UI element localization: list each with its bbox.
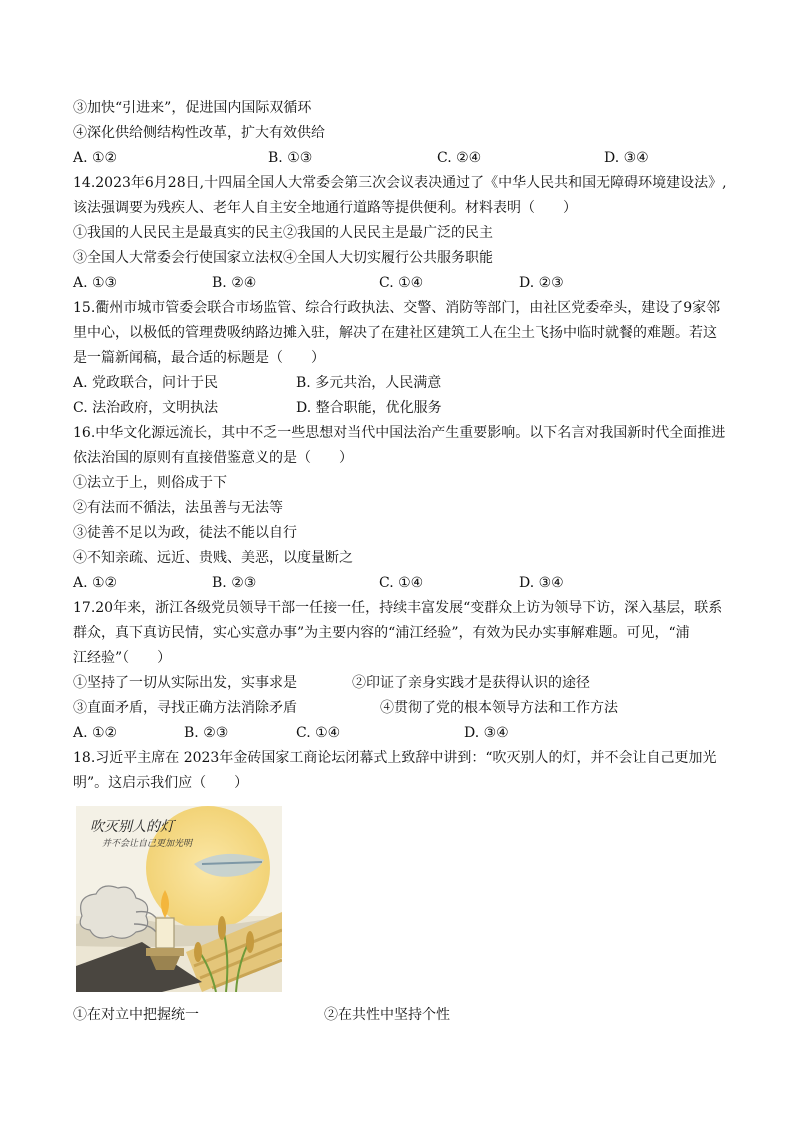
candle-shape (156, 918, 174, 948)
option-line-4: ④深化供给侧结构性改革，扩大有效供给 (73, 125, 325, 141)
image-caption-2: 并不会让自己更加光明 (102, 839, 193, 849)
q13-choice-b: B. ①③ (268, 150, 313, 166)
q18-stem-2: 明”。这启示我们应（ ） (73, 775, 249, 791)
q17-item-3: ③直面矛盾，寻找正确方法消除矛盾 (73, 700, 297, 716)
q16-choice-c: C. ①④ (379, 575, 424, 591)
q14-choice-d: D. ②③ (519, 275, 564, 291)
q17-item-1: ①坚持了一切从实际出发，实事求是 (73, 675, 297, 691)
q15-stem-1: 15.衢州市城市管委会联合市场监管、综合行政执法、交警、消防等部门，由社区党委牵头，建设了9家邻 (73, 300, 721, 316)
q17-stem-1: 17.20年来，浙江各级党员领导干部一任接一任，持续丰富发展“变群众上访为领导下访，深入基层，联系 (73, 600, 723, 616)
q14-items-2: ③全国人大常委会行使国家立法权④全国人大切实履行公共服务职能 (73, 250, 493, 266)
q14-stem-2: 该法强调要为残疾人、老年人自主安全地通行道路等提供便利。材料表明（ ） (73, 200, 577, 216)
image-caption-1: 吹灭别人的灯 (90, 819, 174, 835)
q16-item-1: ①法立于上，则俗成于下 (73, 475, 227, 491)
q17-item-2: ②印证了亲身实践才是获得认识的途径 (352, 675, 590, 691)
q16-item-2: ②有法而不循法，法虽善与无法等 (73, 500, 283, 516)
q15-choice-b: B. 多元共治，人民满意 (296, 375, 442, 391)
q16-choice-b: B. ②③ (212, 575, 257, 591)
q17-stem-3: 江经验”（ ） (73, 650, 172, 666)
q14-choice-a: A. ①③ (73, 275, 118, 291)
q14-items-1: ①我国的人民民主是最真实的民主②我国的人民民主是最广泛的民主 (73, 225, 493, 241)
q17-choice-d: D. ③④ (464, 725, 509, 741)
q16-choice-d: D. ③④ (519, 575, 564, 591)
q15-choice-a: A. 党政联合，问计于民 (73, 375, 219, 391)
q17-stem-2: 群众，真下真访民情，实心实意办事”为主要内容的“浦江经验”，有效为民办实事解难题。可见，“浦 (73, 625, 690, 641)
q13-choice-d: D. ③④ (604, 150, 649, 166)
q16-item-3: ③徒善不足以为政，徒法不能以自行 (73, 525, 297, 541)
q15-choice-d: D. 整合职能，优化服务 (296, 400, 442, 416)
illustration-candle (76, 806, 282, 992)
q16-stem-2: 依法治国的原则有直接借鉴意义的是（ ） (73, 450, 353, 466)
q17-choice-c: C. ①④ (296, 725, 341, 741)
q17-item-4: ④贯彻了党的根本领导方法和工作方法 (380, 700, 618, 716)
q13-choice-c: C. ②④ (437, 150, 482, 166)
q18-item-1: ①在对立中把握统一 (73, 1007, 199, 1023)
q14-choice-b: B. ②④ (212, 275, 257, 291)
q18-item-2: ②在共性中坚持个性 (324, 1007, 450, 1023)
q15-stem-2: 里中心，以极低的管理费吸纳路边摊入驻，解决了在建社区建筑工人在尘土飞扬中临时就餐的难题。若这 (73, 325, 717, 341)
q14-choice-c: C. ①④ (379, 275, 424, 291)
q16-choice-a: A. ①② (73, 575, 118, 591)
q16-item-4: ④不知亲疏、远近、贵贱、美恶，以度量断之 (73, 550, 353, 566)
q17-choice-a: A. ①② (73, 725, 118, 741)
q18-stem-1: 18.习近平主席在 2023年金砖国家工商论坛闭幕式上致辞中讲到：“吹灭别人的灯，并不会让自己更加光 (73, 750, 717, 766)
q17-choice-b: B. ②③ (184, 725, 229, 741)
q16-stem-1: 16.中华文化源远流长，其中不乏一些思想对当代中国法治产生重要影响。以下名言对我国新时代全面推进 (73, 425, 726, 441)
q14-stem-1: 14.2023年6月28日,十四届全国人大常委会第三次会议表决通过了《中华人民共和国无障碍环境建设法》, (73, 175, 727, 191)
q15-stem-3: 是一篇新闻稿，最合适的标题是（ ） (73, 350, 325, 366)
option-line-3: ③加快“引进来”，促进国内国际双循环 (73, 100, 312, 116)
q15-choice-c: C. 法治政府，文明执法 (73, 400, 219, 416)
q13-choice-a: A. ①② (73, 150, 118, 166)
